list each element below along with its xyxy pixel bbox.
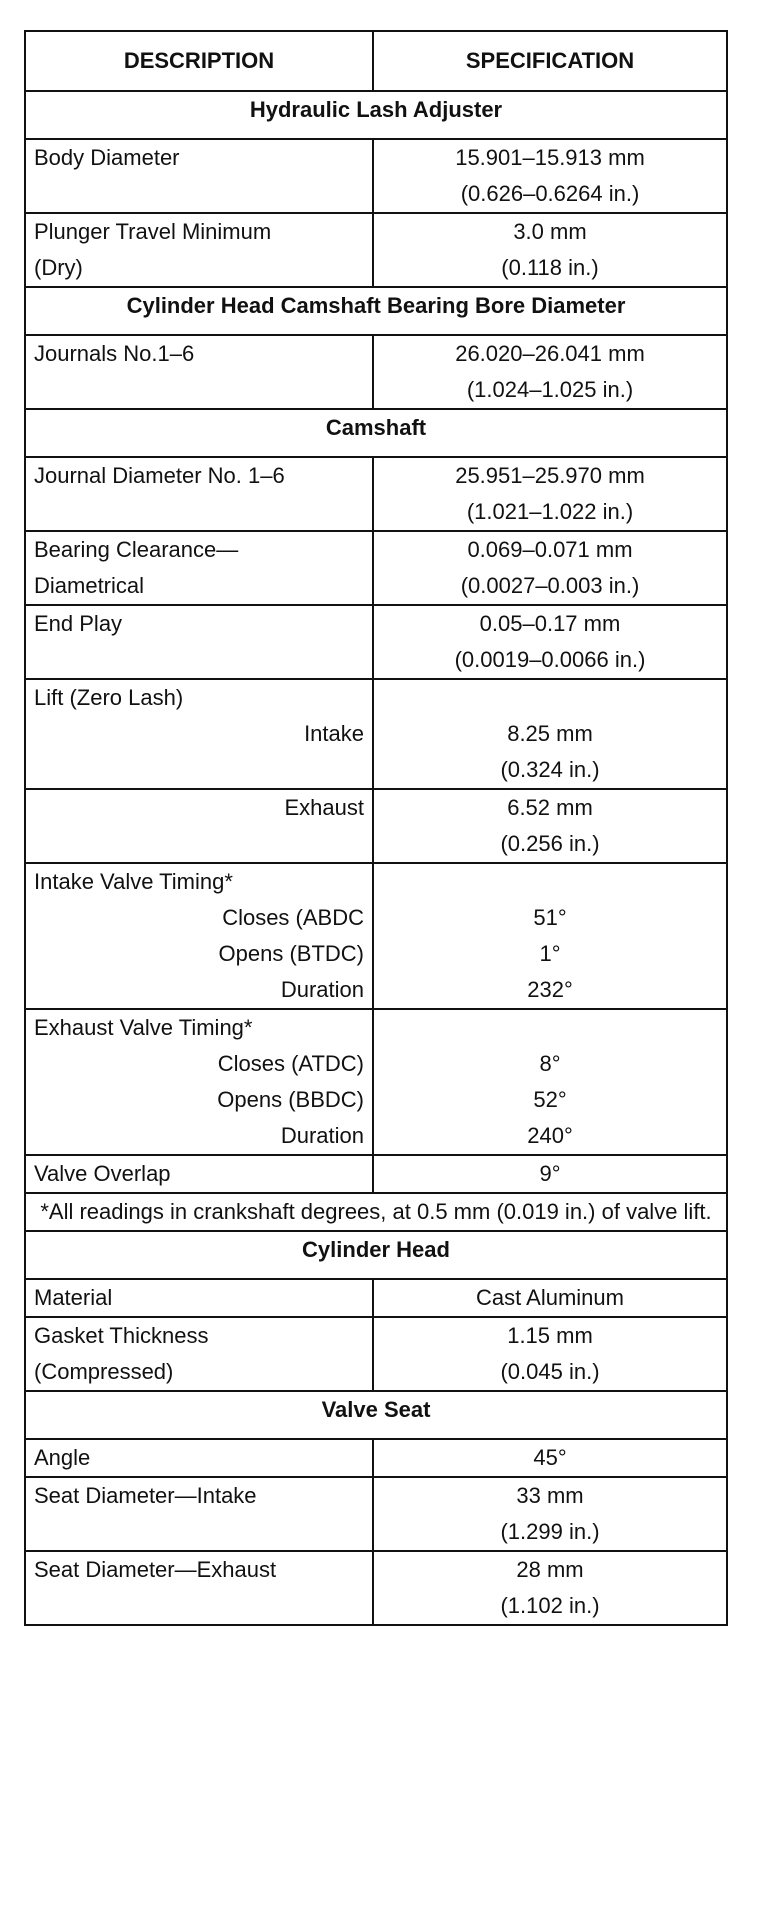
specification-cell [373, 1439, 727, 1477]
description-cell [25, 457, 373, 531]
description-cell [25, 1279, 373, 1317]
description-subitem: Duration [280, 977, 364, 1002]
table-row [25, 1551, 727, 1625]
section-header-row [25, 409, 727, 457]
description-subitem: Exhaust [284, 795, 364, 820]
specification-line: (1.021–1.022 in.) [466, 499, 634, 524]
description-cell [25, 1155, 373, 1193]
table-row [25, 335, 727, 409]
description-cell [25, 679, 373, 789]
table-row [25, 213, 727, 287]
specification-cell [373, 1551, 727, 1625]
description-line: (Dry) [34, 255, 83, 280]
specification-cell [373, 789, 727, 863]
description-line: Seat Diameter—Exhaust [34, 1557, 277, 1582]
description-line: Journal Diameter No. 1–6 [34, 463, 285, 488]
description-cell [25, 139, 373, 213]
description-subitem: Opens (BTDC) [218, 941, 364, 966]
description-line: Plunger Travel Minimum [34, 219, 272, 244]
specification-line: (1.299 in.) [500, 1519, 600, 1544]
description-cell [25, 1009, 373, 1155]
table-row [25, 1477, 727, 1551]
description-line: Angle [34, 1445, 91, 1470]
description-cell [25, 1439, 373, 1477]
specification-line: 15.901–15.913 mm [455, 145, 645, 170]
table-row [25, 531, 727, 605]
specification-line: 51° [533, 905, 567, 930]
section-title: Cylinder Head Camshaft Bearing Bore Diameter [25, 287, 727, 335]
specification-line: (0.626–0.6264 in.) [460, 181, 640, 206]
section-title: Hydraulic Lash Adjuster [25, 91, 727, 139]
description-subitem: Intake [304, 721, 364, 746]
section-title: Cylinder Head [25, 1231, 727, 1279]
description-cell [25, 213, 373, 287]
specification-cell [373, 1317, 727, 1391]
specification-line: (0.0027–0.003 in.) [460, 573, 640, 598]
section-header-row [25, 1391, 727, 1439]
description-line: End Play [34, 611, 123, 636]
specification-line: (0.324 in.) [500, 757, 600, 782]
specification-line: 6.52 mm [507, 795, 593, 820]
description-line: (Compressed) [34, 1359, 174, 1384]
specification-line: 33 mm [516, 1483, 584, 1508]
specification-table [24, 30, 728, 1626]
specification-cell [373, 335, 727, 409]
specification-line: (1.024–1.025 in.) [466, 377, 634, 402]
description-line: Material [34, 1285, 113, 1310]
specification-cell [373, 679, 727, 789]
description-line: Body Diameter [34, 145, 180, 170]
specification-cell [373, 531, 727, 605]
description-line: Seat Diameter—Intake [34, 1483, 257, 1508]
section-header-row [25, 91, 727, 139]
description-subitem: Closes (ATDC) [217, 1051, 364, 1076]
footnote: *All readings in crankshaft degrees, at 0.5 mm (0.019 in.) of valve lift. [25, 1193, 727, 1231]
specification-line: (0.118 in.) [501, 255, 599, 280]
table-row [25, 1439, 727, 1477]
specification-line: 26.020–26.041 mm [455, 341, 645, 366]
description-line [34, 752, 364, 788]
header-description: DESCRIPTION [25, 31, 373, 91]
description-cell [25, 863, 373, 1009]
specification-cell [373, 1279, 727, 1317]
header-row [25, 31, 727, 91]
specification-line: 1° [539, 941, 561, 966]
section-title: Camshaft [25, 409, 727, 457]
specification-line [382, 680, 718, 716]
description-cell [25, 1477, 373, 1551]
table-body [25, 91, 727, 1625]
specification-cell [373, 213, 727, 287]
table-row [25, 679, 727, 789]
section-header-row [25, 1231, 727, 1279]
description-cell [25, 335, 373, 409]
header-specification: SPECIFICATION [373, 31, 727, 91]
description-line: Intake Valve Timing* [34, 869, 233, 894]
description-line [34, 826, 364, 862]
description-line: Bearing Clearance— [34, 537, 239, 562]
specification-line: (0.256 in.) [500, 831, 600, 856]
description-subitem: Closes (ABDC [222, 905, 364, 930]
specification-line: (1.102 in.) [500, 1593, 600, 1618]
description-cell [25, 1317, 373, 1391]
table-row [25, 863, 727, 1009]
section-header-row [25, 287, 727, 335]
specification-cell [373, 863, 727, 1009]
specification-cell [373, 457, 727, 531]
specification-line: 52° [533, 1087, 567, 1112]
specification-line: 9° [539, 1161, 561, 1186]
table-row [25, 1009, 727, 1155]
specification-line: 0.05–0.17 mm [479, 611, 621, 636]
description-line: Diametrical [34, 573, 145, 598]
specification-cell [373, 139, 727, 213]
table-row [25, 457, 727, 531]
table-row [25, 1279, 727, 1317]
specification-line: Cast Aluminum [476, 1285, 624, 1310]
description-line: Lift (Zero Lash) [34, 685, 184, 710]
description-subitem: Opens (BBDC) [217, 1087, 364, 1112]
description-cell [25, 1551, 373, 1625]
specification-line [382, 864, 718, 900]
specification-line: 240° [527, 1123, 573, 1148]
specification-cell [373, 1009, 727, 1155]
specification-line [382, 1010, 718, 1046]
description-cell [25, 531, 373, 605]
description-line: Journals No.1–6 [34, 341, 195, 366]
footnote-row [25, 1193, 727, 1231]
table-row [25, 1317, 727, 1391]
specification-line: 1.15 mm [507, 1323, 593, 1348]
specification-cell [373, 1477, 727, 1551]
specification-line: 8° [539, 1051, 561, 1076]
specification-line: 0.069–0.071 mm [467, 537, 633, 562]
specification-line: 45° [533, 1445, 567, 1470]
specification-line: (0.045 in.) [500, 1359, 600, 1384]
specification-line: 8.25 mm [507, 721, 593, 746]
specification-cell [373, 605, 727, 679]
table-row [25, 605, 727, 679]
specification-line: 3.0 mm [513, 219, 587, 244]
specification-cell [373, 1155, 727, 1193]
specification-line: 25.951–25.970 mm [455, 463, 645, 488]
specification-line: (0.0019–0.0066 in.) [454, 647, 646, 672]
specification-line: 28 mm [516, 1557, 584, 1582]
description-cell [25, 605, 373, 679]
table-row [25, 139, 727, 213]
description-line: Valve Overlap [34, 1161, 171, 1186]
table-row [25, 1155, 727, 1193]
description-subitem: Duration [280, 1123, 364, 1148]
section-title: Valve Seat [25, 1391, 727, 1439]
description-cell [25, 789, 373, 863]
specification-line: 232° [527, 977, 573, 1002]
description-line: Gasket Thickness [34, 1323, 209, 1348]
description-line: Exhaust Valve Timing* [34, 1015, 253, 1040]
table-row [25, 789, 727, 863]
